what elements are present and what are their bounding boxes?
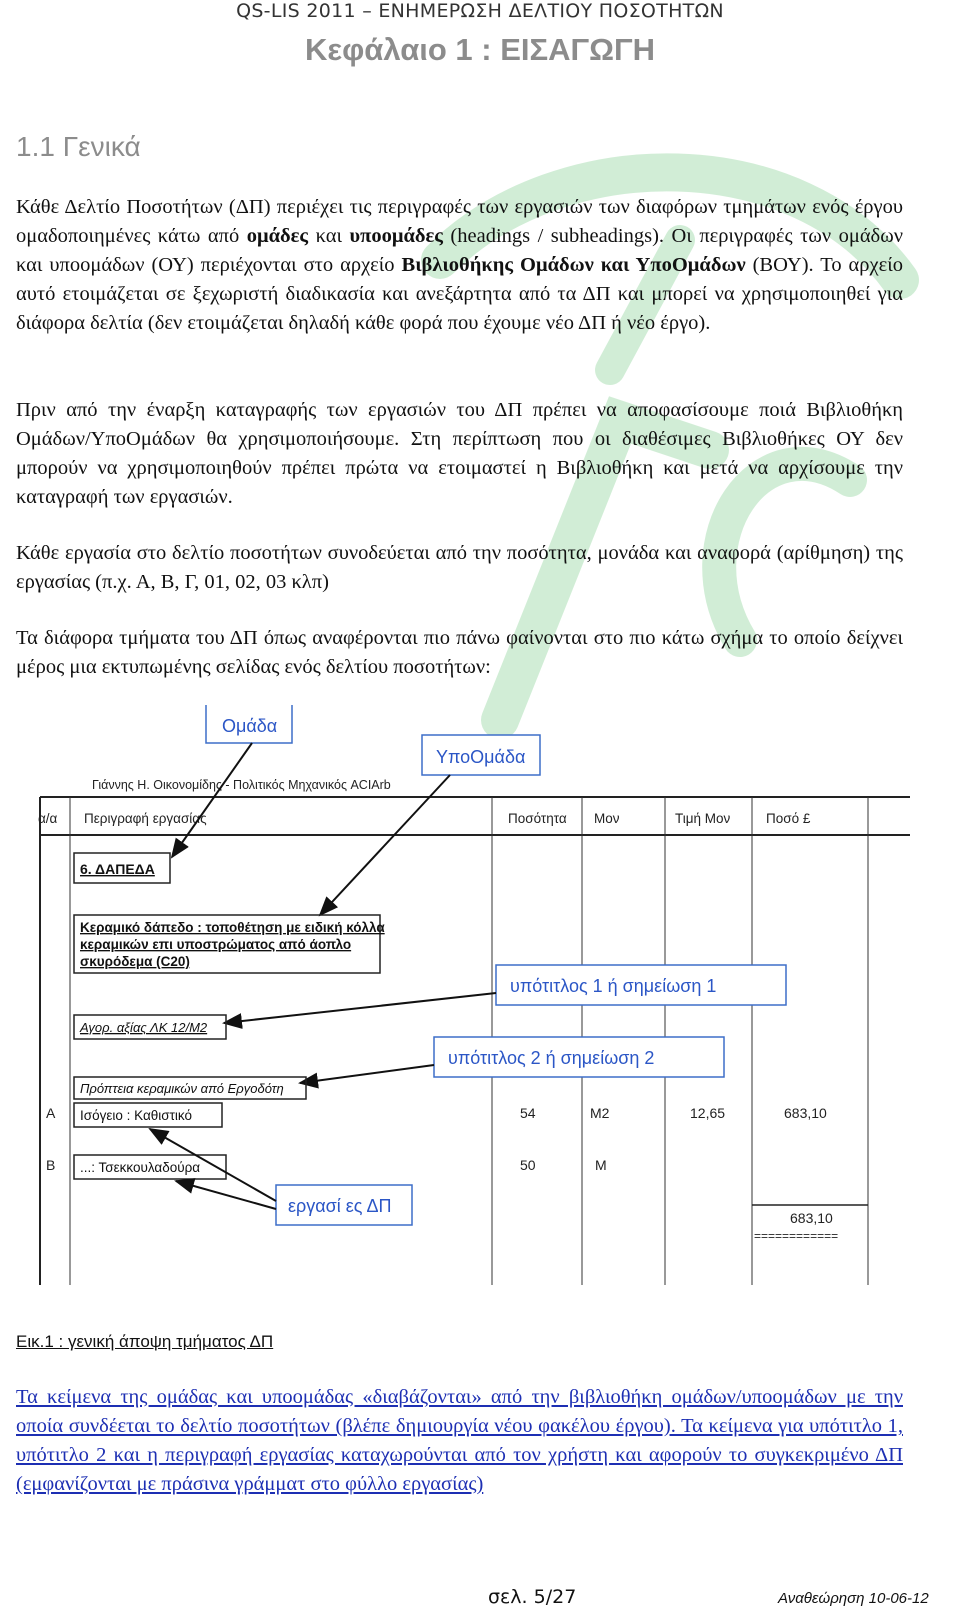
- col-header-desc: Περιγραφή εργασίας: [84, 811, 207, 826]
- row-desc: ...: Τσεκκουλαδούρα: [80, 1160, 201, 1175]
- col-header-ref: α/α: [38, 811, 58, 826]
- p1-text-3: (headings / subheadings). Οι περιγραφές των ομάδων και υποομάδων (ΟΥ) περιέχονται στο αρχείο: [16, 225, 903, 276]
- callout-sub2: υπότιτλος 2 ή σημείωση 2: [448, 1048, 655, 1068]
- sub1-text: Αγορ. αξίας ΛΚ 12/Μ2: [80, 1020, 208, 1035]
- col-header-amount: Ποσό £: [766, 811, 811, 826]
- callout-sub1: υπότιτλος 1 ή σημείωση 1: [510, 976, 717, 996]
- paragraph-intro: [16, 193, 903, 338]
- paragraph-library: Πριν από την έναρξη καταγραφής των εργασιών του ΔΠ πρέπει να αποφασίσουμε ποιά Βιβλιοθήκη Ομάδων/ΥποΟμάδων θα χρησιμοποιήσουμε. Στη περίπτωση που οι διαθέσιμες Βιβλιοθήκες ΟΥ δεν μπορούν να χρησιμοποιηθούν πρέπει πρώτα να ετοιμαστεί η Βιβλιοθήκη και μετά να αρχίσουμε την καταγραφή των εργασιών.: [16, 399, 903, 508]
- p1-bold-library: Βιβλιοθήκης Ομάδων και ΥποΟμάδων: [401, 254, 746, 276]
- subgroup-line: κεραμικών επι υποστρώματος από άοπλο: [80, 937, 352, 952]
- subgroup-line: Κεραμικό δάπεδο : τοποθέτηση με ειδική κόλλα: [80, 920, 385, 935]
- paragraph-quantities: Κάθε εργασία στο δελτίο ποσοτήτων συνοδεύεται από την ποσότητα, μονάδα και αναφορά (αρίθμηση) της εργασίας (π.χ. Α, Β, Γ, 01, 02, 03 κλπ): [16, 542, 903, 593]
- subgroup-line: σκυρόδεμα (C20): [80, 954, 190, 969]
- chapter-title: Κεφάλαιο 1 : ΕΙΣΑΓΩΓΗ: [305, 32, 655, 67]
- bill-figure: [30, 705, 910, 1325]
- p1-bold-groups: ομάδες: [246, 225, 309, 247]
- library-note: Τα κείμενα της ομάδας και υποομάδας «διαβάζονται» από την βιβλιοθήκη ομάδων/υποομάδων με την οποία συνδέεται το δελτίο ποσοτήτων (βλέπε δημιουργία νέου φακέλου έργου). Τα κείμενα για υπότιτλο 1, υπότιτλο 2 και η περιγραφή εργασίας καταχωρούνται από τον χρήστη και αφορούν το συγκεκριμένο ΔΠ (εμφανίζονται με πράσινα γράμματ στο φύλλο εργασίας): [16, 1386, 903, 1495]
- group-heading: 6. ΔΑΠΕΔΑ: [80, 861, 155, 877]
- col-header-unit: Μον: [594, 811, 620, 826]
- p1-text-2: και: [308, 225, 350, 247]
- row-ref: Α: [46, 1105, 56, 1121]
- section-title: 1.1 Γενικά: [16, 131, 141, 162]
- sub2-text: Πρόπτεια κεραμικών από Εργοδότη: [80, 1081, 284, 1096]
- arrow-sub2: [300, 1065, 434, 1083]
- col-header-qty: Ποσότητα: [508, 811, 567, 826]
- author-line: Γιάννης Η. Οικονομίδης - Πολιτικός Μηχανικός ACIArb: [92, 778, 391, 792]
- row-qty: 50: [520, 1157, 536, 1173]
- page-number: σελ. 5/27: [488, 1586, 577, 1608]
- col-header-rate: Τιμή Μον: [675, 811, 731, 826]
- p1-bold-subgroups: υποομάδες: [349, 225, 443, 247]
- paragraph-figure-intro: Τα διάφορα τμήματα του ΔΠ όπως αναφέρονται πιο πάνω φαίνονται στο πιο κάτω σχήμα το οποίο δείχνει μέρος μια εκτυπωμένης σελίδας ενός δελτίου ποσοτήτων:: [16, 627, 903, 678]
- arrow-works-b: [176, 1181, 276, 1209]
- callout-group: Ομάδα: [222, 716, 278, 736]
- row-amount: 683,10: [784, 1105, 827, 1121]
- row-qty: 54: [520, 1105, 536, 1121]
- figure-caption: Εικ.1 : γενική άποψη τμήματος ΔΠ: [16, 1332, 274, 1351]
- row-desc: Ισόγειο : Καθιστικό: [80, 1108, 193, 1123]
- row-unit: Μ2: [590, 1105, 610, 1121]
- document-header: QS-LIS 2011 – ΕΝΗΜΕΡΩΣΗ ΔΕΛΤΙΟΥ ΠΟΣΟΤΗΤΩΝ: [236, 0, 724, 22]
- total-amount: 683,10: [790, 1210, 833, 1226]
- row-unit: Μ: [595, 1157, 607, 1173]
- p1-text-1: Κάθε Δελτίο Ποσοτήτων (ΔΠ) περιέχει τις περιγραφές των εργασιών των διαφόρων τμημάτων ενός έργου ομαδοποιημένες κάτω από: [16, 196, 903, 247]
- p1-text-4: (ΒΟΥ). Το αρχείο αυτό ετοιμάζεται σε ξεχωριστή διαδικασία και ανεξάρτητα από τα ΔΠ και μπορεί να χρησιμοποιηθεί για διάφορα δελτία (δεν ετοιμάζεται δηλαδή κάθε φορά που έχουμε νέο ΔΠ ή νέο έργο).: [16, 254, 903, 334]
- total-double-rule: ============: [754, 1229, 839, 1243]
- callout-works: εργασί ες ΔΠ: [288, 1196, 392, 1216]
- row-rate: 12,65: [690, 1105, 726, 1121]
- revision-date: Αναθεώρηση 10-06-12: [778, 1590, 929, 1607]
- arrow-sub1: [224, 993, 496, 1023]
- arrow-group: [172, 743, 252, 857]
- row-ref: Β: [46, 1157, 56, 1173]
- callout-subgroup: ΥποΟμάδα: [436, 747, 526, 767]
